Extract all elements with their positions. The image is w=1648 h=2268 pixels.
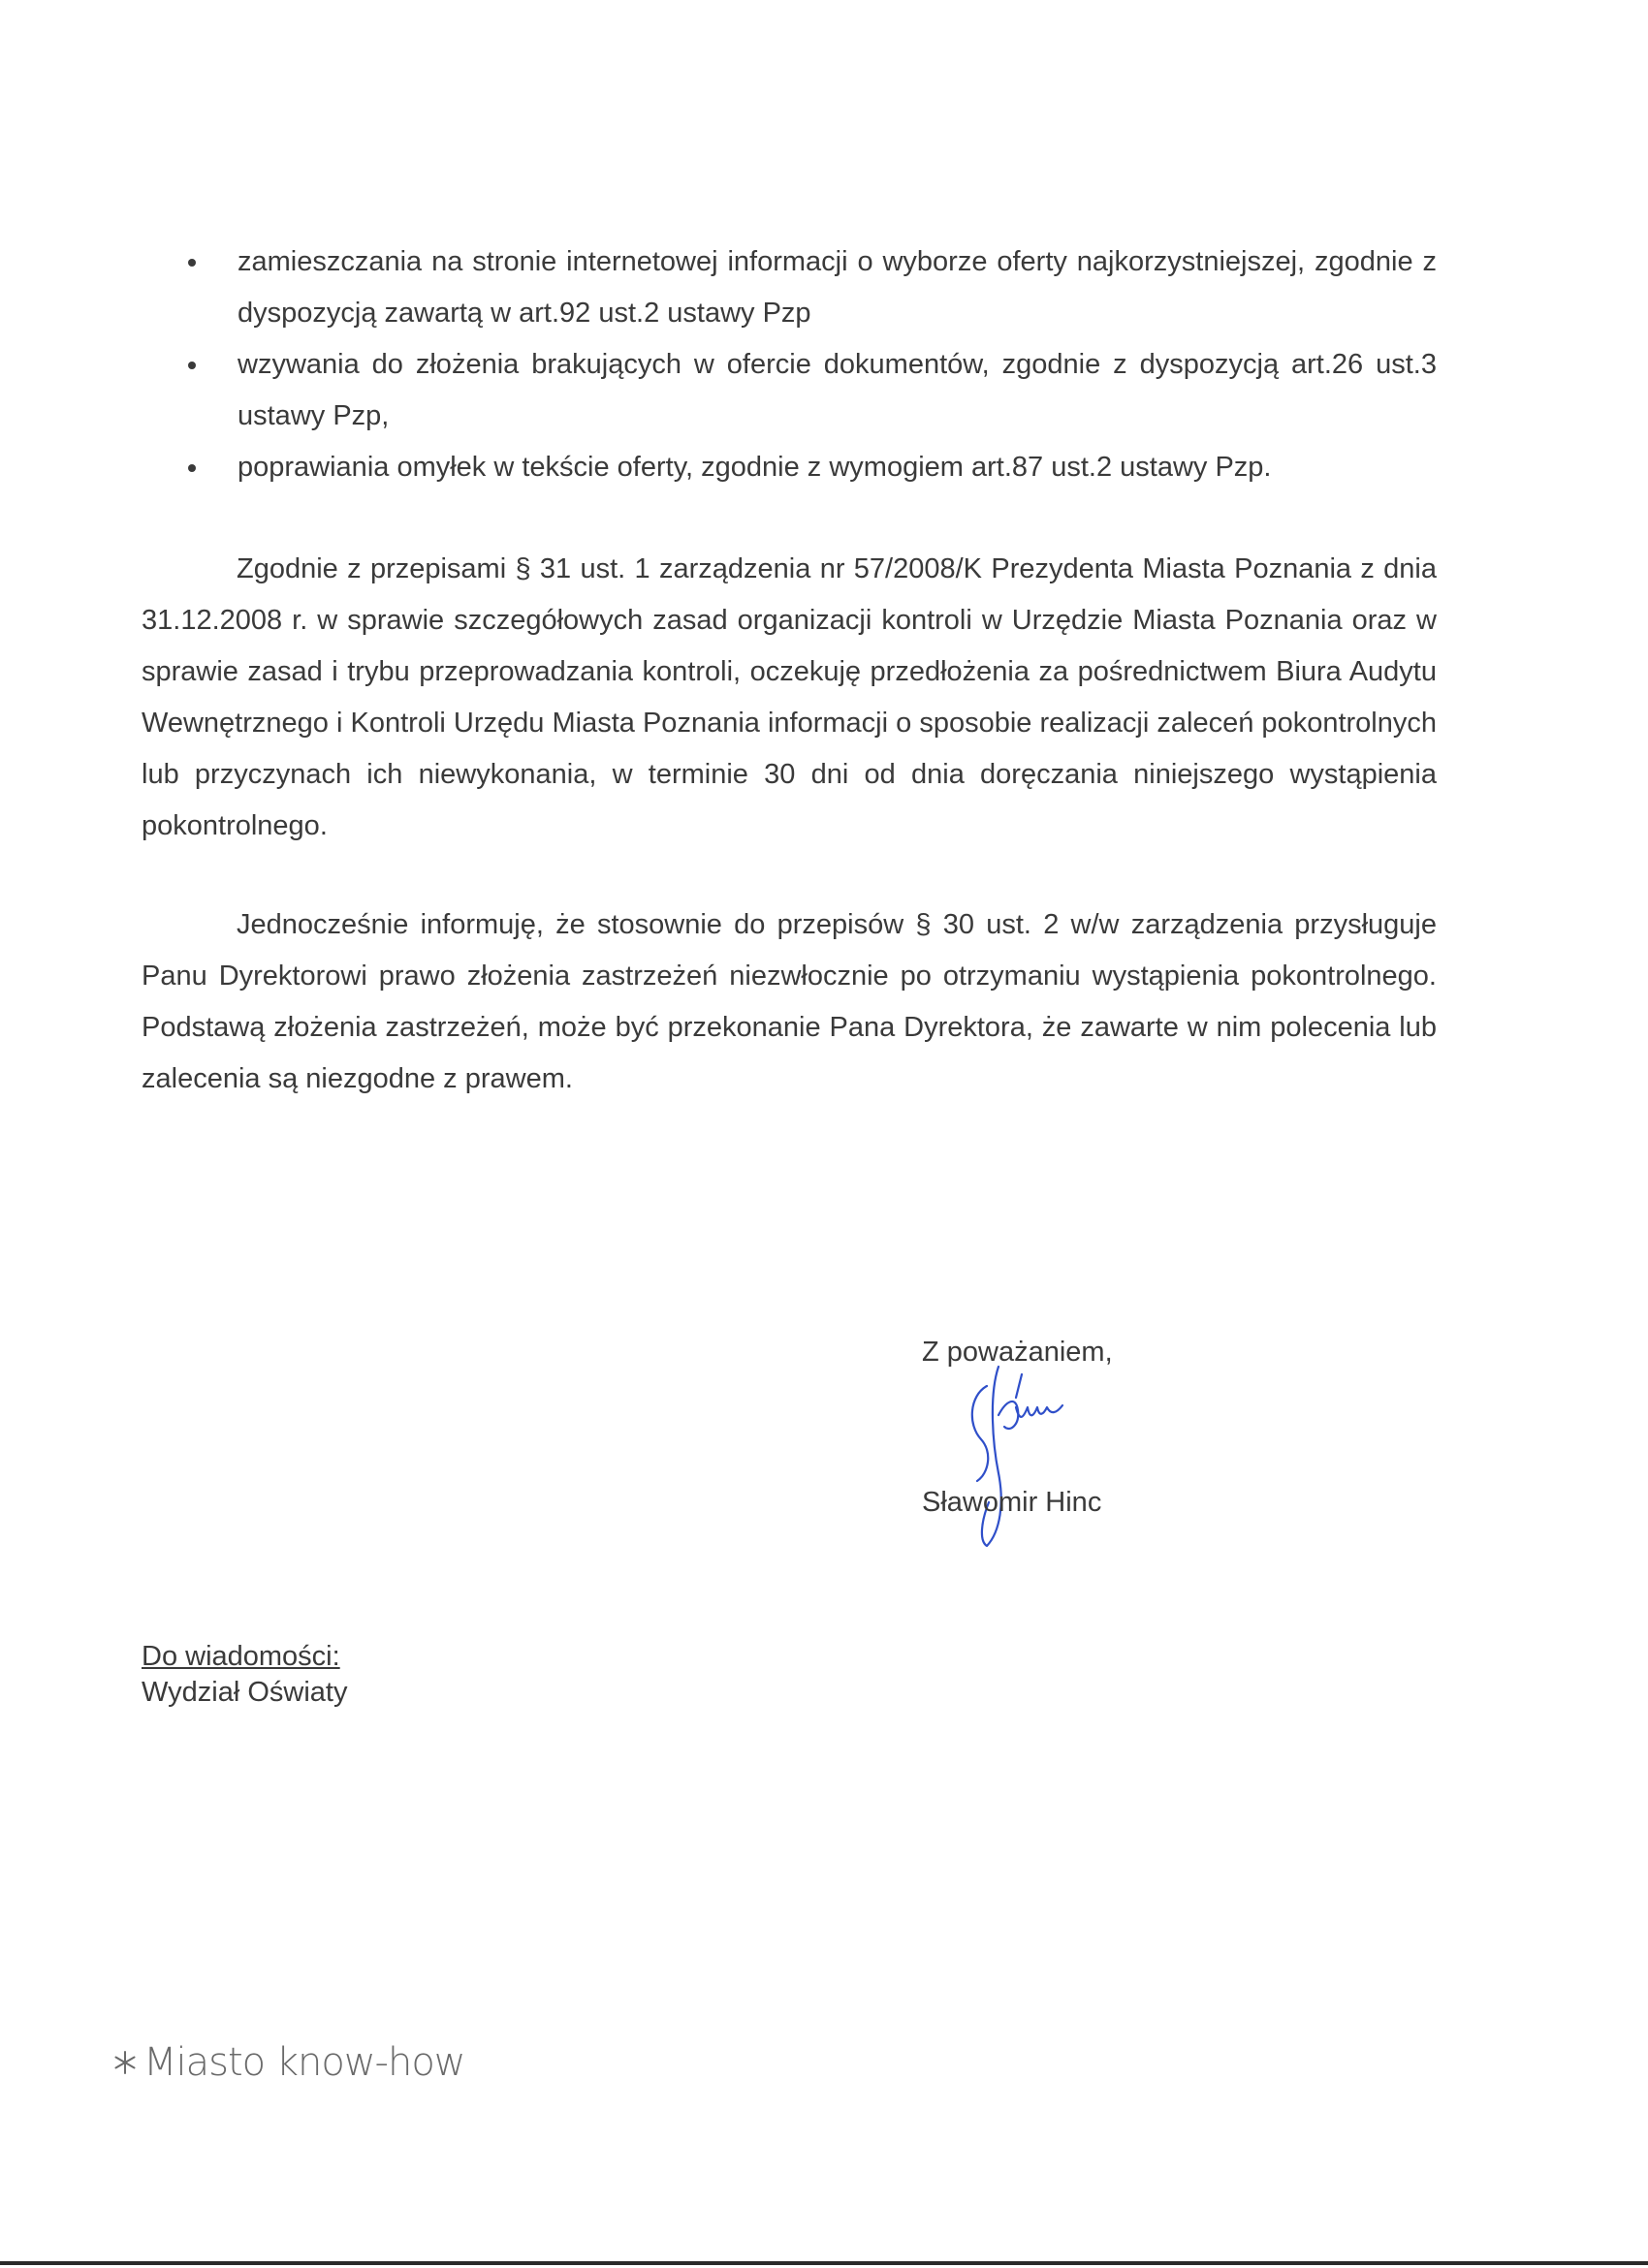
bullet-dot-icon bbox=[188, 362, 196, 369]
asterisk-icon bbox=[112, 2050, 138, 2075]
list-item bbox=[184, 236, 1437, 339]
bullet-dot-icon bbox=[188, 464, 196, 472]
list-item-text: poprawiania omyłek w tekście oferty, zgodnie z wymogiem art.87 ust.2 ustawy Pzp. bbox=[238, 452, 1272, 483]
logo-text: Miasto know-how bbox=[143, 2040, 465, 2085]
cc-label: Do wiadomości: bbox=[142, 1641, 340, 1672]
list-item bbox=[184, 442, 1437, 493]
body-paragraph: Jednocześnie informuję, że stosownie do przepisów § 30 ust. 2 w/w zarządzenia przysługuje Panu Dyrektorowi prawo złożenia zastrzeżeń niezwłocznie po otrzymaniu wystąpienia pokontrolnego. Podstawą złożenia zastrzeżeń, może być przekonanie Pana Dyrektora, że zawarte w nim polecenia lub zalecenia są niezgodne z prawem. bbox=[142, 909, 1437, 1094]
list-item-text: zamieszczania na stronie internetowej informacji o wyborze oferty najkorzystniejszej, zgodnie z dyspozycją zawartą w art.92 ust.2 ustawy Pzp bbox=[238, 246, 1437, 329]
closing-salutation: Z poważaniem, bbox=[922, 1337, 1113, 1368]
bullet-dot-icon bbox=[188, 259, 196, 267]
footer-logo bbox=[112, 2035, 465, 2090]
signer-name: Sławomir Hinc bbox=[922, 1487, 1102, 1518]
cc-recipient: Wydział Oświaty bbox=[142, 1677, 348, 1708]
bullet-list bbox=[184, 236, 1437, 493]
list-item-text: wzywania do złożenia brakujących w ofercie dokumentów, zgodnie z dyspozycją art.26 ust.3 ustawy Pzp, bbox=[238, 349, 1437, 431]
scan-edge-divider bbox=[0, 2261, 1648, 2265]
list-item bbox=[184, 339, 1437, 442]
body-paragraph: Zgodnie z przepisami § 31 ust. 1 zarządzenia nr 57/2008/K Prezydenta Miasta Poznania z dnia 31.12.2008 r. w sprawie szczegółowych zasad organizacji kontroli w Urzędzie Miasta Poznania oraz w sprawie zasad i trybu przeprowadzania kontroli, oczekuję przedłożenia za pośrednictwem Biura Audytu Wewnętrznego i Kontroli Urzędu Miasta Poznania informacji o sposobie realizacji zaleceń pokontrolnych lub przyczynach ich niewykonania, w terminie 30 dni od dnia doręczania niniejszego wystąpienia pokontrolnego. bbox=[142, 553, 1437, 841]
